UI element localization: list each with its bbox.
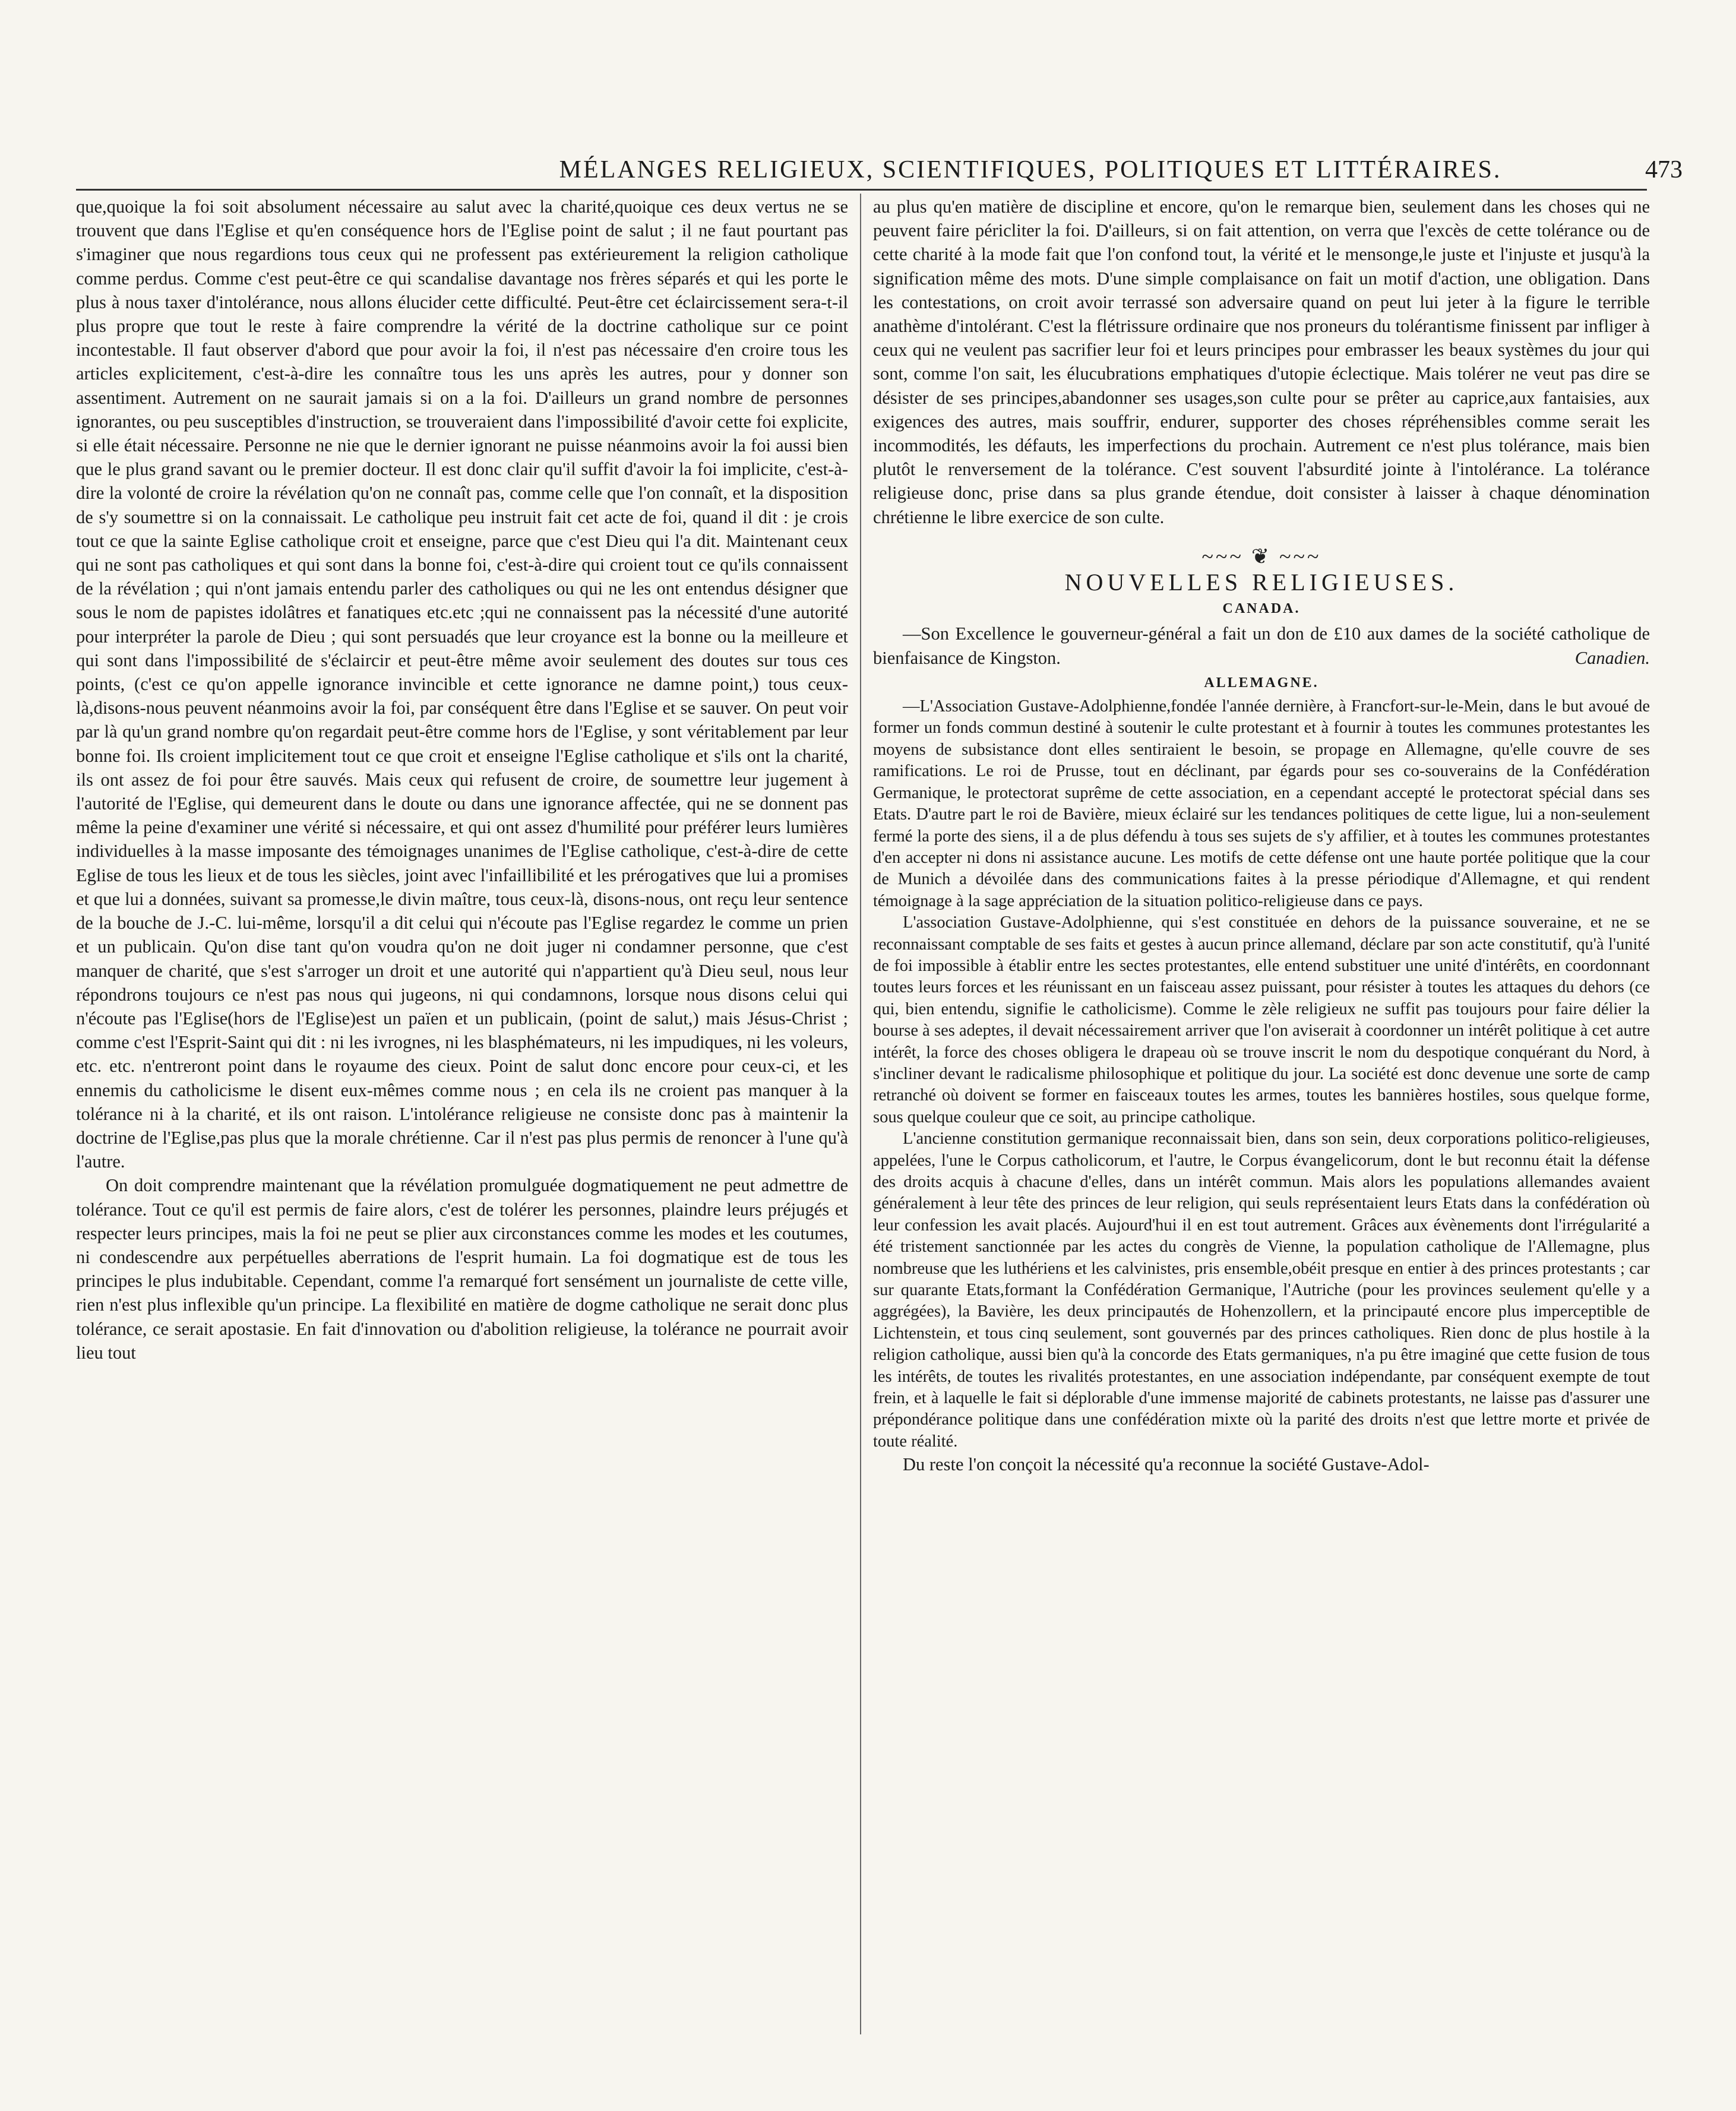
column-divider	[860, 194, 861, 2034]
right-intro-paragraph: au plus qu'en matière de discipline et encore, qu'on le remarque bien, seulement dans les choses qui ne peuvent faire péricliter la foi. D'ailleurs, si on fait attention, on verra que l'excès de cette tolérance ou de cette charité à la mode fait que l'on confond tout, la vérité et le mensonge,le juste et l'injuste et jusqu'à la signification même des mots. D'une simple complaisance on fait un motif d'action, une obligation. Dans les contestations, on croit avoir terrassé son adversaire quand on peut lui jeter à la figure le terrible anathème d'intolérant. C'est la flétrissure ordinaire que nos proneurs du tolérantisme finissent par infliger à ceux qui ne veulent pas sacrifier leur foi et leurs principes pour embrasser les beaux systèmes du jour qui sont, comme l'on sait, les élucubrations emphatiques d'utopie éclectique. Mais tolérer ne veut pas dire se désister de ses principes,abandonner ses usages,son culte pour se prêter au caprice,aux fantaisies, aux exigences des autres, mais souffrir, endurer, supporter des choses répréhensibles comme serait les incommodités, les défauts, les imperfections du prochain. Autrement ce n'est plus tolérance, mais bien plutôt le renversement de la tolérance. C'est souvent l'absurdité jointe à l'intolérance. La tolérance religieuse donc, prise dans sa plus grande étendue, doit consister à laisser à chaque dénomination chrétienne le libre exercice de son culte.	[873, 197, 1650, 527]
allemagne-paragraph-2: L'association Gustave-Adolphienne, qui s'est constituée en dehors de la puissance souveraine, et ne se reconnaissant comptable de ses faits et gestes à aucun prince allemand, déclare par son acte constitutif, qu'à l'unité de foi impossible à établir entre les sectes protestantes, elle entend substituer une unité d'intérêts, en coordonnant toutes leurs forces et les réunissant en un faisceau assez puissant, pour résister à toutes les attaques du dehors (ce qui, bien entendu, signifie le catholicisme). Comme le zèle religieux ne suffit pas toujours pour faire délier la bourse à ses adeptes, il devait nécessairement arriver que l'on aviserait à coordonner un intérêt politique à cet autre intérêt, la force des choses obligera le drapeau où se trouve inscrit le nom du despotique conquérant du Nord, à s'incliner devant le radicalisme philosophique et politique du jour. La société est donc devenue une sorte de camp retranché où doivent se former en faisceaux toutes les armes, toutes les bannières hostiles, sous quelque forme, sous quelque couleur que ce soit, au principe catholique.	[873, 913, 1650, 1126]
left-column	[76, 195, 848, 1365]
left-paragraph-1: que,quoique la foi soit absolument nécessaire au salut avec la charité,quoique ces deux vertus ne se trouvent que dans l'Eglise et qu'en conséquence hors de l'Eglise point de salut ; il ne faut pourtant pas s'imaginer que nous regardions tous ceux qui ne professent pas extérieurement la religion catholique comme perdus. Comme c'est peut-être ce qui scandalise davantage nos frères séparés et qui les porte le plus à nous taxer d'intolérance, nous allons élucider cette difficulté. Peut-être cet éclaircissement sera-t-il plus propre que tout le reste à faire comprendre la vérité de la doctrine catholique sur ce point incontestable. Il faut observer d'abord que pour avoir la foi, il n'est pas nécessaire d'en croire tous les articles explicitement, c'est-à-dire les connaître tous les uns après les autres, pour y donner son assentiment. Autrement on ne saurait jamais si on a la foi. D'ailleurs un grand nombre de personnes ignorantes, ou peu susceptibles d'instruction, se trouveraient dans l'impossibilité d'avoir cette foi explicite, si elle était nécessaire. Personne ne nie que le dernier ignorant ne puisse néanmoins avoir la foi aussi bien que le plus grand savant ou le premier docteur. Il est donc clair qu'il suffit d'avoir la foi implicite, c'est-à-dire la volonté de croire la révélation qu'on ne connaît pas, comme celle que l'on connaît, et la disposition de s'y soumettre si on la connaissait. Le catholique peu instruit fait cet acte de foi, quand il dit : je crois tout ce que la sainte Eglise catholique croit et enseigne, parce que c'est Dieu qui l'a dit. Maintenant ceux qui ne sont pas catholiques et qui sont dans la bonne foi, c'est-à-dire qui croient tout ce qu'ils connaissent de la révélation ; qui n'ont jamais entendu parler des catholiques ou qui ne les ont entendus désigner que sous le nom de papistes idolâtres et fanatiques etc.etc ;qui ne connaissent pas la nécessité d'une autorité pour interpréter la parole de Dieu ; qui sont persuadés que leur croyance est la bonne ou la meilleure et qui sont dans l'impossibilité de s'éclaircir et peut-être même avoir seulement des doutes sur tous ces points, (c'est ce qu'on appelle ignorance invincible et cette ignorance ne damne point,) tous ceux-là,disons-nous peuvent néanmoins avoir la foi, par conséquent être dans l'Eglise et se sauver. On peut voir par là qu'un grand nombre qu'on regardait peut-être comme hors de l'Eglise, y sont véritablement par leur bonne foi. Ils croient implicitement tout ce que croit et enseigne l'Eglise catholique et s'ils ont la charité, ils ont assez de foi pour être sauvés. Mais ceux qui refusent de croire, de soumettre leur jugement à l'autorité de l'Eglise, qui demeurent dans le doute ou dans une ignorance affectée, qui ne se donnent pas même la peine d'examiner une vérité si nécessaire, et qui ont assez d'humilité pour préférer leurs lumières individuelles à la masse imposante des témoignages unanimes de l'Eglise catholique, c'est-à-dire de cette Eglise de tous les lieux et de tous les siècles, joint avec l'infaillibilité et les prérogatives que lui a promises et que lui a données, suivant sa promesse,le divin maître, tous ceux-là, disons-nous, ont reçu leur sentence de la bouche de J.-C. lui-même, lorsqu'il a dit celui qui n'écoute pas l'Eglise regardez le comme un prien et un publicain. Qu'on dise tant qu'on voudra qu'on ne doit juger ni condamner personne, que c'est manquer de charité, que s'est s'arroger un droit et une autorité qui n'appartient qu'à Dieu seul, nous leur répondrons toujours ce n'est pas nous qui jugeons, ni qui condamnons, lorsque nous disons celui qui n'écoute pas l'Eglise(hors de l'Eglise)est un païen et un publicain, (point de salut,) mais Jésus-Christ ; comme c'est l'Esprit-Saint qui dit : ni les ivrognes, ni les blasphémateurs, ni les impudiques, ni les voleurs, etc. etc. n'entreront point dans le royaume des cieux. Point de salut donc encore pour ceux-ci, et les ennemis du catholicisme le disent eux-mêmes comme nous ; en cela ils ne croient pas manquer à la tolérance ni à la charité, et ils ont raison. L'intolérance religieuse ne consiste donc pas à maintenir la doctrine de l'Eglise,pas plus que la morale chrétienne. Car il n'est pas plus permis de renoncer à l'une qu'à l'autre.	[76, 197, 848, 1172]
section-title: NOUVELLES RELIGIEUSES.	[1064, 569, 1459, 596]
canada-text: —Son Excellence le gouverneur-général a fait un don de £10 aux dames de la société catholique de bienfaisance de Kingston.	[873, 624, 1650, 668]
header-rule	[76, 189, 1647, 191]
ornament-divider: ~~~ ❦ ~~~	[1201, 544, 1321, 568]
running-title: MÉLANGES RELIGIEUX, SCIENTIFIQUES, POLITIQUES ET LITTÉRAIRES.	[559, 156, 1502, 183]
page-number: 473	[1645, 156, 1683, 183]
heading-canada: CANADA.	[1222, 601, 1301, 617]
canada-source: Canadien.	[1574, 647, 1650, 668]
allemagne-paragraph-4: Du reste l'on conçoit la nécessité qu'a reconnue la société Gustave-Adol-	[903, 1454, 1430, 1475]
allemagne-paragraph-1: —L'Association Gustave-Adolphienne,fondée l'année dernière, à Francfort-sur-le-Mein, dans le but avoué de former un fonds commun destiné à soutenir le culte protestant et à fournir à toutes les communes protestantes les moyens de subsistance dont elles sentiraient le besoin, se propage en Allemagne, qu'elle couvre de ses ramifications. Le roi de Prusse, tout en déclinant, par égards pour ses co-souverains de la Confédération Germanique, le protectorat suprême de cette association, en a cependant accepté le protectorat spécial dans ses Etats. D'autre part le roi de Bavière, mieux éclairé sur les tendances politiques de cette ligue, lui a non-seulement fermé la porte des siens, il a de plus défendu à tous ses sujets de s'y affilier, et à toutes les communes protestantes d'en accepter ni dons ni assistance aucune. Les motifs de cette défense ont une haute portée politique que la cour de Munich a dévoilée dans des communications faites à la presse périodique d'Allemagne, et qui rendent témoignage à la sage appréciation de la situation politico-religieuse dans ce pays.	[873, 697, 1650, 910]
left-paragraph-2: On doit comprendre maintenant que la révélation promulguée dogmatiquement ne peut admettre de tolérance. Tout ce qu'il est permis de faire alors, c'est de tolérer les personnes, plaindre leurs préjugés et respecter leurs principes, mais la foi ne peut se plier aux circonstances comme les modes et les coutumes, ni condescendre aux perpétuelles aberrations de l'esprit humain. La foi dogmatique est de tous les principes le plus indubitable. Cependant, comme l'a remarqué fort sensément un journaliste de cette ville, rien n'est plus inflexible qu'un principe. La flexibilité en matière de dogme catholique ne serait donc plus tolérance, ce serait apostasie. En fait d'innovation ou d'abolition religieuse, la tolérance ne pourrait avoir lieu tout	[76, 1175, 848, 1363]
heading-allemagne: ALLEMAGNE.	[1204, 675, 1319, 691]
right-column	[873, 195, 1650, 1476]
canada-item	[873, 622, 1650, 669]
allemagne-paragraph-3: L'ancienne constitution germanique reconnaissait bien, dans son sein, deux corporations politico-religieuses, appelées, l'une le Corpus catholicorum, et l'autre, le Corpus évangelicorum, dont le but reconnu était la défense des droits acquis à chacune d'elles, dans un intérêt commun. Mais alors les populations allemandes avaient généralement à leur tête des princes de leur religion, qui seuls représentaient leurs Etats dans la confédération où leur confession les avait placés. Aujourd'hui il en est tout autrement. Grâces aux évènements dont l'irrégularité a été tristement sanctionnée par les actes du congrès de Vienne, la population catholique de l'Allemagne, plus nombreuse que les luthériens et les calvinistes, pris ensemble,obéit presque en entier à des princes protestants ; car sur quarante Etats,formant la Confédération Germanique, l'Autriche (pour les provinces seulement qu'elle y a aggrégées), la Bavière, les deux principautés de Hohenzollern, et la principauté encore plus imperceptible de Lichtenstein, et tous cinq seulement, sont gouvernés par des princes catholiques. Rien donc de plus hostile à la religion catholique, aussi bien qu'à la concorde des Etats germaniques, n'a pu être imaginé que cette fusion de tous les intérêts, de toutes les rivalités protestantes, en une association indépendante, par conséquent exempte de tout frein, et à laquelle le fait si déplorable d'une immense majorité de cabinets protestants, ne laisse pas d'assurer une prépondérance politique dans une confédération mixte où la parité des droits n'est que lettre morte et privée de toute réalité.	[873, 1129, 1650, 1451]
